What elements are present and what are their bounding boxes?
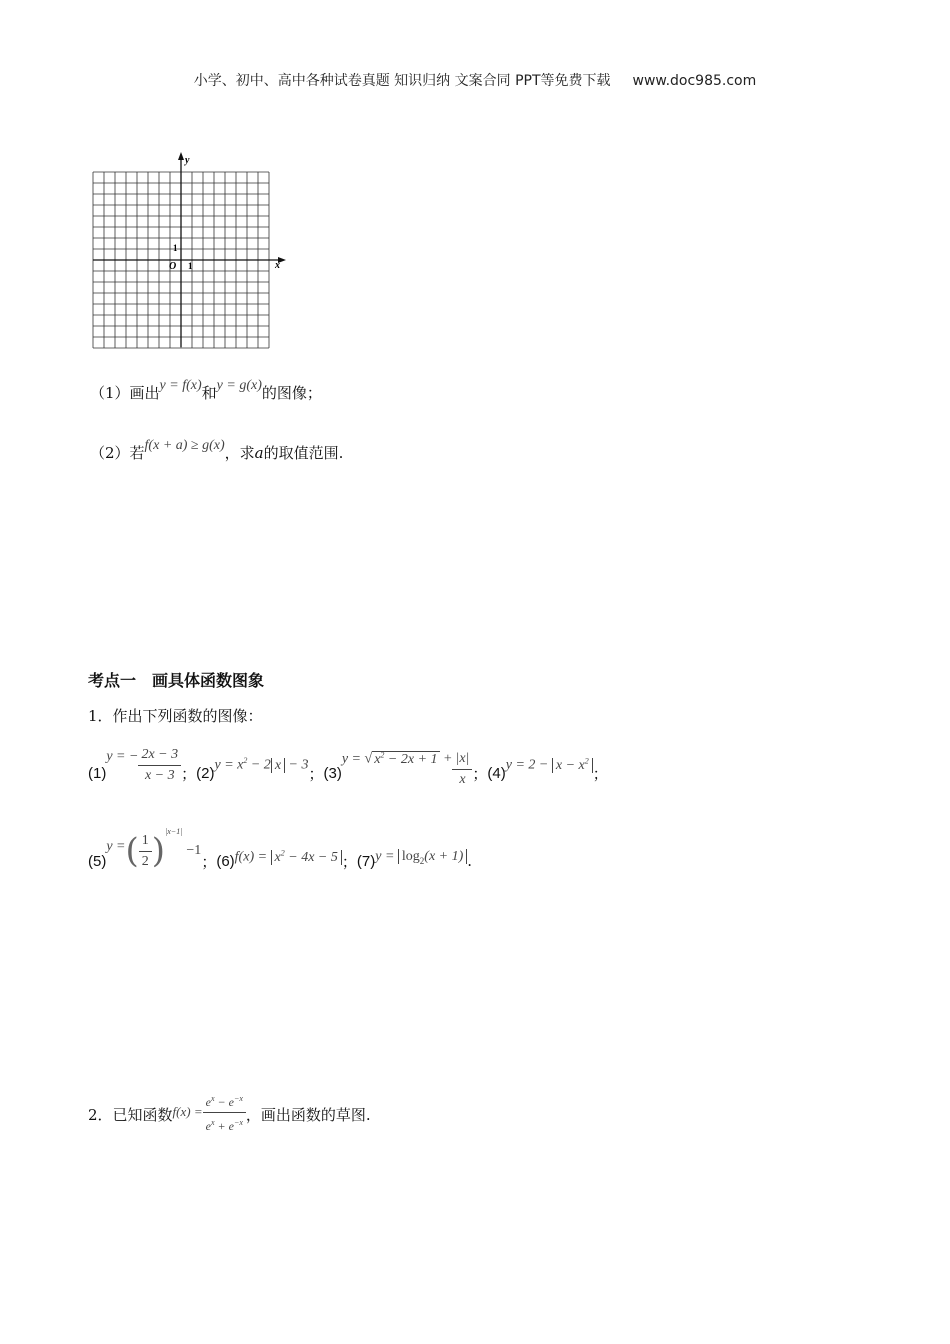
y-axis-label: y (185, 155, 190, 166)
q1-end: . (467, 852, 473, 870)
header-text: 小学、初中、高中各种试卷真题 知识归纳 文案合同 PPT等免费下载 (193, 73, 611, 89)
intro-part1 (90, 378, 322, 403)
y-axis-arrow (178, 152, 184, 160)
q1-item1-lhs: y = − (106, 749, 139, 764)
q1-item4-expr: $y = 2 - x - x^2$ (506, 756, 593, 774)
q1-item7-expr: $y = \log_2(x + 1)$ (375, 849, 467, 866)
q1-item5-den: 2 (141, 853, 149, 869)
part2-suffix-b: 的取值范围. (263, 444, 344, 462)
q1-item5-tail: −1 (186, 843, 202, 858)
q1-sep5: ； (201, 852, 217, 871)
q1-sep1: ； (181, 764, 197, 783)
q1-sep6: ； (341, 852, 357, 871)
coordinate-grid (86, 148, 291, 352)
origin-label: O (169, 261, 177, 272)
part2-prefix: （2）若 (90, 444, 145, 462)
page-header (0, 70, 950, 90)
q1-item7-label: (7) (356, 852, 376, 870)
q1-sep3: ； (472, 764, 488, 783)
q1-item3-den: x (459, 771, 466, 787)
q1-item3-fraction (452, 749, 472, 790)
y-tick-label: 1 (173, 243, 178, 253)
part2-suffix-a: ，求 (224, 444, 255, 462)
q1-item1-num: 2x − 3 (138, 745, 181, 766)
intro-part2 (90, 438, 344, 463)
q1-item5-num: 1 (139, 831, 152, 852)
expr-y-fx: y = f(x) (159, 378, 202, 393)
expr-y-gx: y = g(x) (216, 378, 262, 393)
x-axis-label: x (275, 260, 280, 271)
part1-prefix: （1）画出 (90, 384, 160, 402)
q1-item6-label: (6) (216, 852, 235, 870)
q1-item5-lhs: y = (106, 839, 126, 854)
q1-sep4: ； (592, 764, 608, 783)
q1-item5-lparen: ( (125, 831, 139, 871)
header-url[interactable]: www.doc985.com (632, 73, 757, 89)
q1-item3-num: |x| (452, 749, 472, 770)
section-title: 考点一 画具体函数图象 (88, 671, 265, 690)
q1-line2 (88, 826, 472, 876)
q1-item1-label: (1) (88, 764, 107, 782)
q1-sep2: ； (308, 764, 324, 783)
q1-item5-rparen: ) (151, 831, 166, 871)
q1-item5-label: (5) (88, 852, 107, 870)
q2-fraction (203, 1089, 246, 1136)
x-tick-label: 1 (188, 261, 193, 271)
q1-item5-fraction (139, 831, 152, 872)
q2-den: $e^x + e^{-x}$ (205, 1117, 243, 1133)
q2-line (88, 1088, 371, 1136)
q1-item3-label: (3) (323, 764, 342, 782)
part1-mid: 和 (201, 384, 217, 402)
part1-suffix: 的图像； (261, 384, 322, 402)
q1-item1-den: x − 3 (144, 767, 175, 783)
expr-inequality: f(x + a) ≥ g(x) (144, 438, 225, 453)
q1-item2-expr: $y = x^2 - 2$ x − 3 (214, 756, 309, 773)
q1-item1-fraction (138, 745, 181, 786)
q1-item4-label: (4) (487, 764, 506, 782)
q2-suffix: ，画出函数的草图. (245, 1105, 371, 1124)
q1-item3-expr: y = √ $x^2 - 2x + 1$ + (341, 750, 453, 767)
q1-item2-label: (2) (196, 764, 215, 782)
q2-lhs: f(x) = (172, 1104, 203, 1119)
q2-prefix: 2．已知函数 (88, 1105, 173, 1124)
q1-item6-expr: $f(x) = x^2 - 4x - 5$ (235, 848, 342, 866)
q1-stem: 1．作出下列函数的图像： (88, 707, 263, 725)
part2-var: a (254, 444, 264, 462)
q1-item5-exponent: |x−1| (165, 826, 183, 836)
q2-num: $e^x - e^{-x}$ (203, 1089, 246, 1113)
q1-line1 (88, 740, 608, 790)
